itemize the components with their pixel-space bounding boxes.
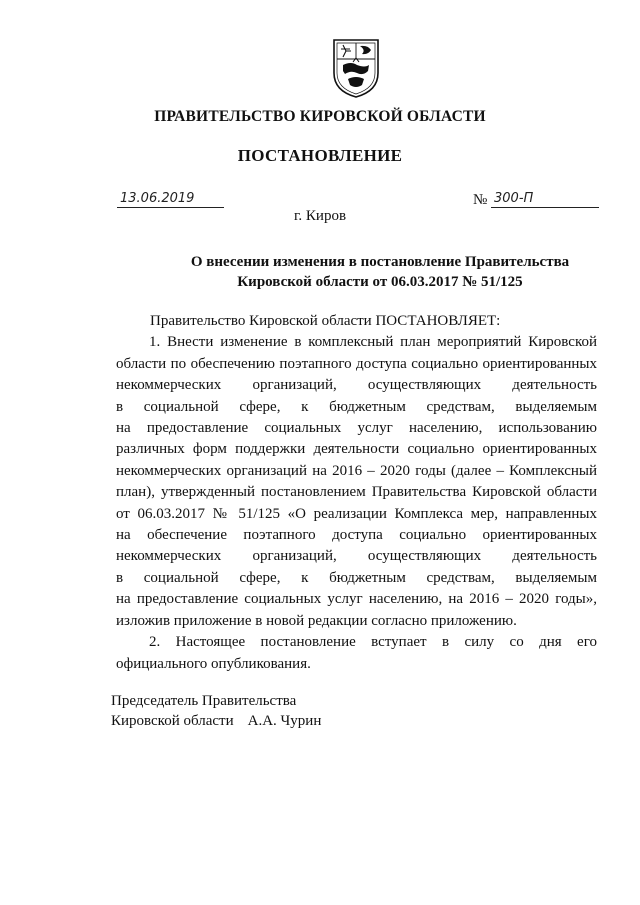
body-line: 1. Внести изменение в комплексный план мероприятий Кировской bbox=[149, 334, 597, 351]
body-line: различных форм поддержки деятельности социально ориентированных bbox=[116, 441, 597, 458]
document-date: 13.06.2019 bbox=[117, 191, 224, 208]
city: г. Киров bbox=[293, 208, 347, 224]
signer-org: Кировской области bbox=[111, 713, 234, 729]
signer-org-line bbox=[111, 711, 321, 731]
body-line: на предоставление социальных услуг населению, на 2016 – 2020 годы», bbox=[116, 591, 597, 608]
document-body bbox=[116, 311, 597, 675]
signer-position: Председатель Правительства bbox=[111, 693, 297, 709]
body-line: официального опубликования. bbox=[116, 655, 311, 672]
organization-title: ПРАВИТЕЛЬСТВО КИРОВСКОЙ ОБЛАСТИ bbox=[154, 108, 486, 125]
body-line: 2. Настоящее постановление вступает в силу со дня его bbox=[149, 634, 597, 651]
subject-line: О внесении изменения в постановление Правительства bbox=[190, 254, 570, 270]
body-line: на обеспечение поэтапного доступа социально ориентированных bbox=[116, 527, 597, 544]
coat-of-arms-icon bbox=[331, 37, 381, 99]
body-line: на предоставление социальных услуг населению, использованию bbox=[116, 420, 597, 437]
body-line: некоммерческих организаций, осуществляющих деятельность bbox=[116, 377, 597, 394]
body-line: некоммерческих организаций, осуществляющих деятельность bbox=[116, 548, 597, 565]
body-line: области по обеспечению поэтапного доступа социально ориентированных bbox=[116, 355, 597, 372]
document-subject bbox=[160, 252, 600, 292]
document-number: 300-П bbox=[491, 191, 599, 208]
body-line: в социальной сфере, к бюджетным средствам, выделяемым bbox=[116, 569, 597, 586]
body-line: некоммерческих организаций на 2016 – 2020 годы (далее – Комплексный bbox=[116, 462, 597, 479]
body-line: план), утвержденный постановлением Правительства Кировской области bbox=[116, 484, 597, 501]
signature-block bbox=[111, 691, 321, 731]
body-line: в социальной сфере, к бюджетным средствам, выделяемым bbox=[116, 398, 597, 415]
body-line: изложив приложение в новой редакции согласно приложению. bbox=[116, 612, 517, 629]
document-type: ПОСТАНОВЛЕНИЕ bbox=[237, 146, 403, 165]
signer-name: А.А. Чурин bbox=[247, 713, 322, 729]
intro-line: Правительство Кировской области ПОСТАНОВЛЯЕТ: bbox=[150, 313, 501, 329]
number-label: № bbox=[473, 192, 488, 208]
subject-line: Кировской области от 06.03.2017 № 51/125 bbox=[237, 274, 523, 290]
body-line: от 06.03.2017 № 51/125 «О реализации Комплекса мер, направленных bbox=[116, 505, 597, 522]
